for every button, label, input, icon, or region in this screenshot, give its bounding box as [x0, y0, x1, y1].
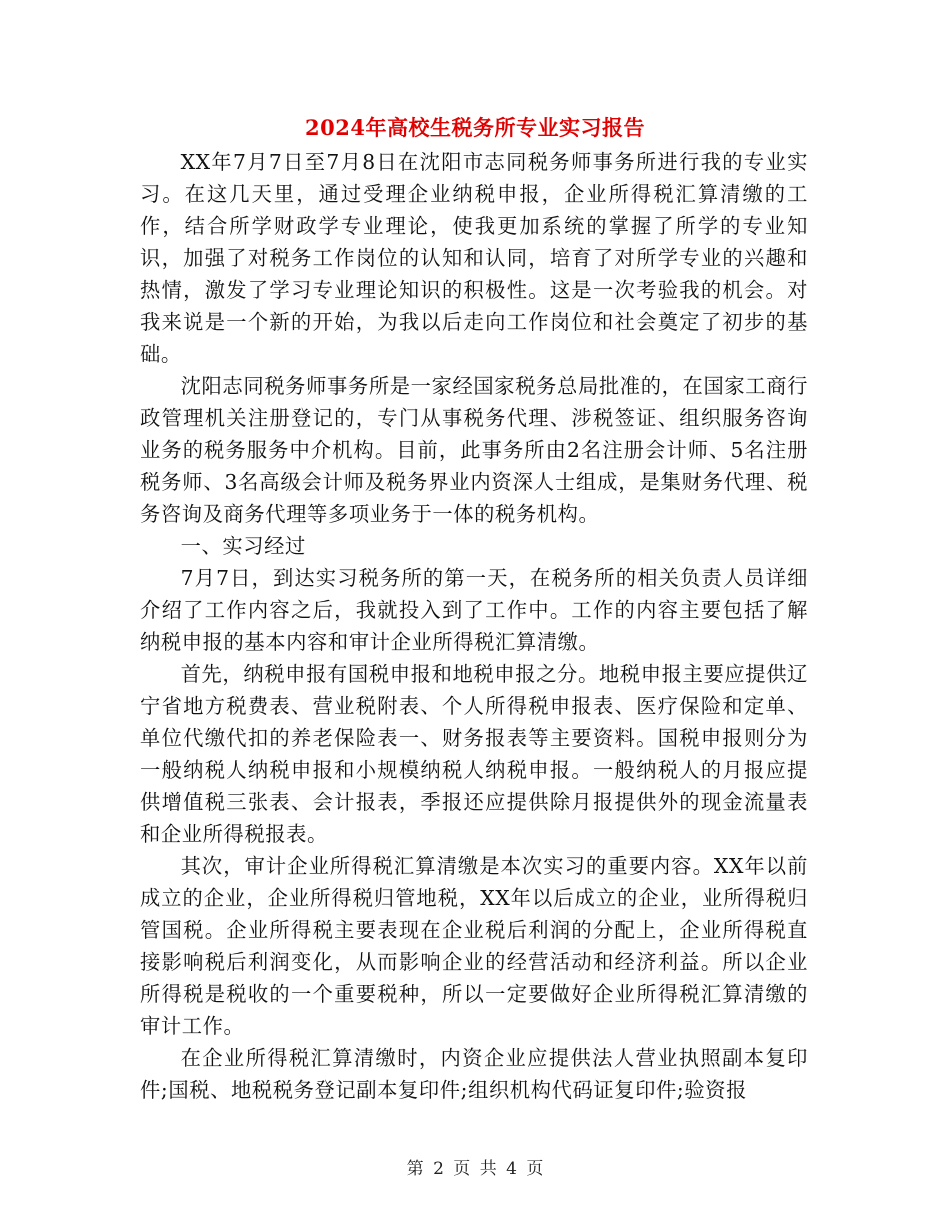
paragraph-settlement-documents: 在企业所得税汇算清缴时，内资企业应提供法人营业执照副本复印件;国税、地税税务登记副本复印件;组织机构代码证复印件;验资报: [140, 1046, 808, 1102]
document-body: [140, 146, 808, 1106]
page-number-footer: 第 2 页 共 4 页: [406, 1159, 544, 1179]
paragraph-income-tax-audit: 其次，审计企业所得税汇算清缴是本次实习的重要内容。XX年以前成立的企业，企业所得税归管地税，XX年以后成立的企业，业所得税归管国税。企业所得税主要表现在企业税后利润的分配上，企业所得税直接影响税后利润变化，从而影响企业的经营活动和经济利益。所以企业所得税是税收的一个重要税种，所以一定要做好企业所得税汇算清缴的审计工作。: [140, 854, 808, 1038]
paragraph-first-day: 7月7日，到达实习税务所的第一天，在税务所的相关负责人员详细介绍了工作内容之后，我就投入到了工作中。工作的内容主要包括了解纳税申报的基本内容和审计企业所得税汇算清缴。: [140, 566, 808, 654]
document-title: 2024年高校生税务所专业实习报告: [305, 115, 645, 140]
paragraph-intro: XX年7月7日至7月8日在沈阳市志同税务师事务所进行我的专业实习。在这几天里，通过受理企业纳税申报，企业所得税汇算清缴的工作，结合所学财政学专业理论，使我更加系统的掌握了所学的专业知识，加强了对税务工作岗位的认知和认同，培育了对所学专业的兴趣和热情，激发了学习专业理论知识的积极性。这是一次考验我的机会。对我来说是一个新的开始，为我以后走向工作岗位和社会奠定了初步的基础。: [140, 150, 808, 366]
section-heading-internship-process: 一、实习经过: [180, 534, 306, 558]
paragraph-tax-filing: 首先，纳税申报有国税申报和地税申报之分。地税申报主要应提供辽宁省地方税费表、营业税附表、个人所得税申报表、医疗保险和定单、单位代缴代扣的养老保险表一、财务报表等主要资料。国税申报则分为一般纳税人纳税申报和小规模纳税人纳税申报。一般纳税人的月报应提供增值税三张表、会计报表，季报还应提供除月报提供外的现金流量表和企业所得税报表。: [140, 662, 808, 846]
paragraph-firm-description: 沈阳志同税务师事务所是一家经国家税务总局批准的，在国家工商行政管理机关注册登记的，专门从事税务代理、涉税签证、组织服务咨询业务的税务服务中介机构。目前，此事务所由2名注册会计师、5名注册税务师、3名高级会计师及税务界业内资深人士组成，是集财务代理、税务咨询及商务代理等多项业务于一体的税务机构。: [140, 374, 808, 526]
